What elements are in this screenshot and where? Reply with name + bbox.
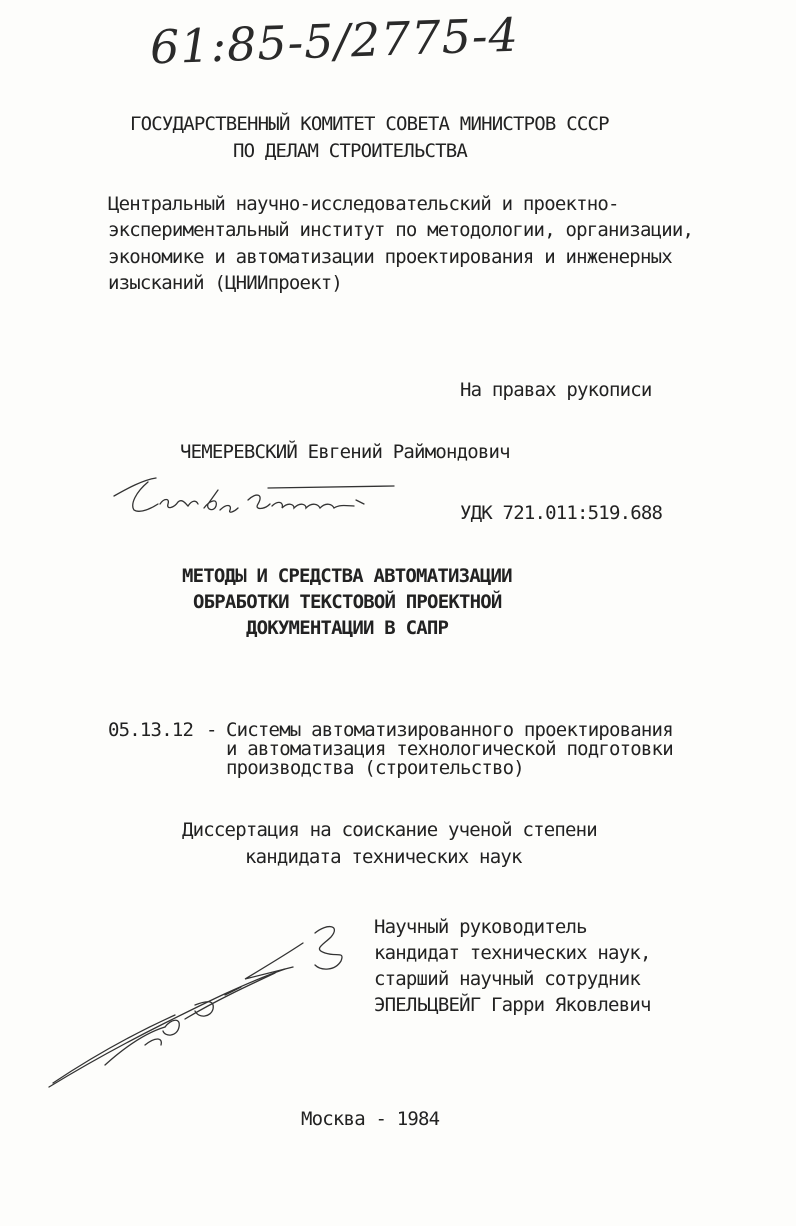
specialty-code: 05.13.12 <box>108 719 194 741</box>
author-name: ЧЕМЕРЕВСКИЙ Евгений Раймондович <box>180 441 510 463</box>
header-line-1: ГОСУДАРСТВЕННЫЙ КОМИТЕТ СОВЕТА МИНИСТРОВ СССР <box>130 113 609 135</box>
institute-line-3: экономике и автоматизации проектирования и инженерных <box>108 246 672 268</box>
udk-code: УДК 721.011:519.688 <box>460 502 663 524</box>
supervisor-signature <box>45 915 365 1095</box>
supervisor-line-2: кандидат технических наук, <box>374 942 651 964</box>
specialty-line-2: и автоматизация технологической подготовки <box>226 738 673 760</box>
title-line-2: ОБРАБОТКИ ТЕКСТОВОЙ ПРОЕКТНОЙ <box>193 591 502 613</box>
specialty-dash: - <box>206 719 217 741</box>
footer-city-year: Москва - 1984 <box>301 1108 440 1130</box>
institute-line-2: экспериментальный институт по методологии, организации, <box>108 219 694 241</box>
institute-line-1: Центральный научно-исследовательский и проектно- <box>108 193 619 215</box>
archive-code: 61:85-5/2775-4 <box>149 7 520 75</box>
title-line-3: ДОКУМЕНТАЦИИ В САПР <box>246 617 449 639</box>
header-line-2: ПО ДЕЛАМ СТРОИТЕЛЬСТВА <box>233 140 468 162</box>
dissertation-line-2: кандидата технических наук <box>245 846 522 868</box>
specialty-line-3: производства (строительство) <box>226 757 524 779</box>
supervisor-line-4: ЭПЕЛЬЦВЕЙГ Гарри Яковлевич <box>374 994 651 1016</box>
title-line-1: МЕТОДЫ И СРЕДСТВА АВТОМАТИЗАЦИИ <box>182 565 512 587</box>
supervisor-line-3: старший научный сотрудник <box>374 968 640 990</box>
rights-note: На правах рукописи <box>460 379 652 401</box>
institute-line-4: изысканий (ЦНИИпроект) <box>108 272 343 294</box>
author-signature <box>108 470 408 530</box>
dissertation-line-1: Диссертация на соискание ученой степени <box>182 819 597 841</box>
specialty-line-1: Системы автоматизированного проектирования <box>226 719 673 741</box>
supervisor-line-1: Научный руководитель <box>374 916 587 938</box>
